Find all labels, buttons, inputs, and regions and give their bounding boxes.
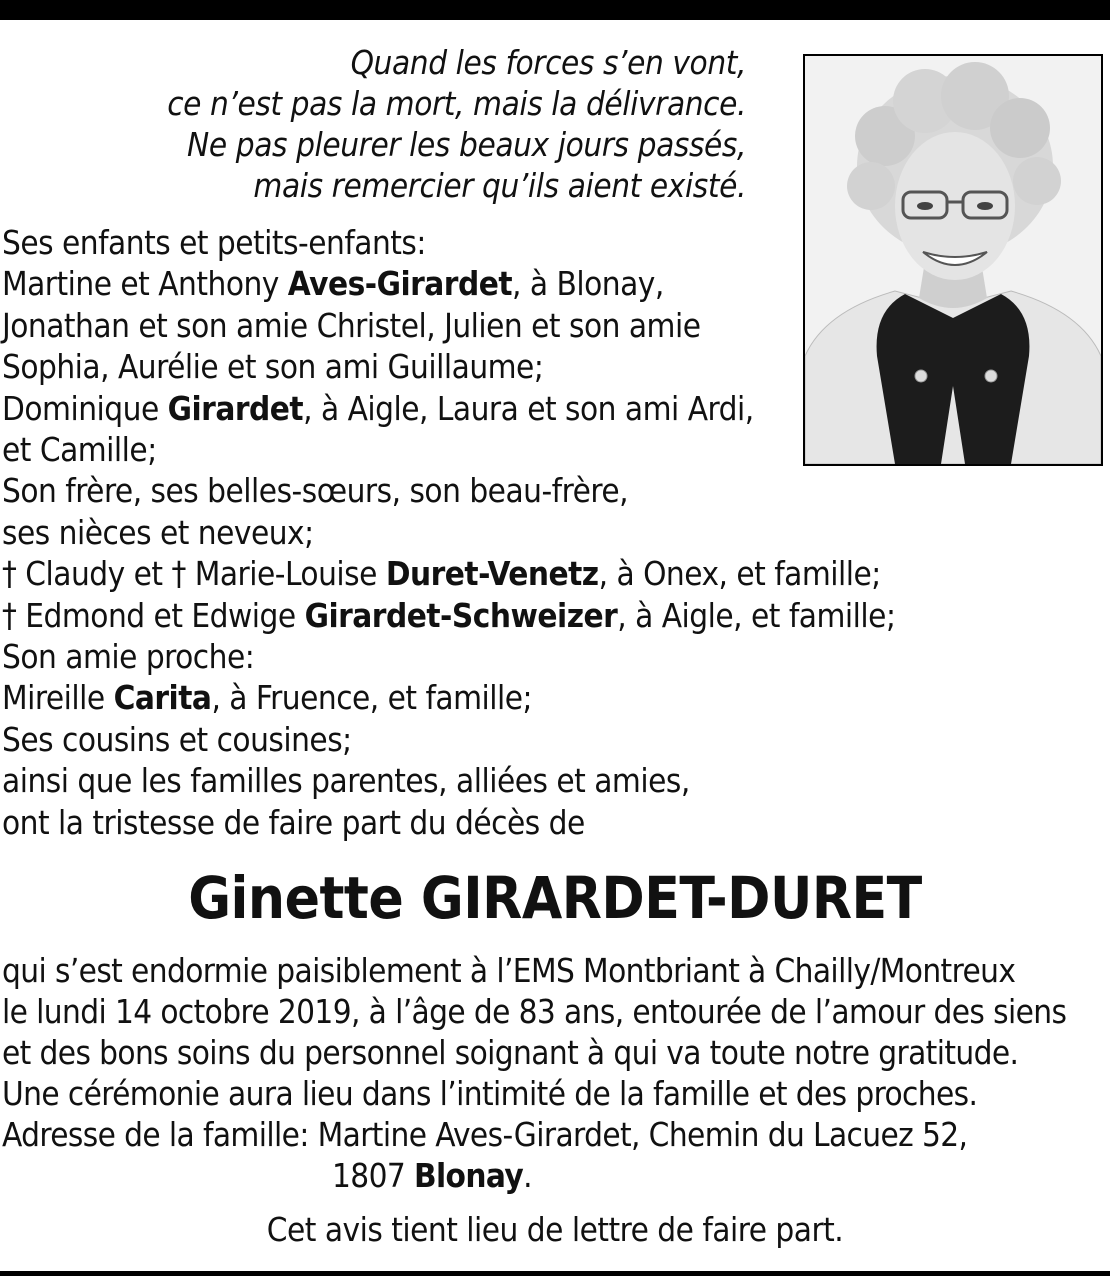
family-line: ont la tristesse de faire part du décès de	[2, 802, 585, 842]
family-line: Ses cousins et cousines;	[2, 719, 352, 759]
family-line	[2, 388, 895, 429]
poem-line: Quand les forces s’en vont,	[350, 43, 746, 82]
poem-line: mais remercier qu’ils aient existé.	[253, 166, 746, 205]
poem	[60, 42, 746, 206]
family-line: ainsi que les familles parentes, alliées et amies,	[2, 761, 690, 801]
closing-note: Cet avis tient lieu de lettre de faire part.	[266, 1210, 844, 1249]
town: Blonay	[413, 1156, 524, 1195]
details-line: le lundi 14 octobre 2019, à l’âge de 83 ans, entourée de l’amour des siens	[2, 992, 1067, 1031]
details-line: qui s’est endormie paisiblement à l’EMS Montbriant à Chailly/Montreux	[2, 951, 1016, 990]
family-line: Son amie proche:	[2, 637, 255, 677]
family-list	[2, 222, 895, 843]
family-line: Ses enfants et petits-enfants:	[2, 223, 426, 262]
family-line	[2, 677, 895, 718]
details-line: Adresse de la famille: Martine Aves-Girardet, Chemin du Lacuez 52,	[2, 1115, 968, 1154]
details-line: Une cérémonie aura lieu dans l’intimité de la famille et des proches.	[2, 1074, 978, 1113]
details-line	[2, 1155, 1066, 1196]
family-line: Son frère, ses belles-sœurs, son beau-frère,	[2, 471, 629, 511]
family-line: et Camille;	[2, 430, 157, 470]
family-line	[2, 595, 895, 636]
details	[2, 950, 1066, 1196]
text: Martine et Anthony	[2, 264, 288, 304]
text: , à Fruence, et famille;	[211, 678, 533, 718]
surname: Aves-Girardet	[287, 264, 513, 304]
family-line: Sophia, Aurélie et son ami Guillaume;	[2, 347, 544, 387]
text: , à Onex, et famille;	[598, 554, 881, 594]
family-line: ses nièces et neveux;	[2, 512, 314, 552]
poem-line: Ne pas pleurer les beaux jours passés,	[187, 125, 746, 164]
text: Dominique	[2, 388, 168, 428]
surname: Girardet	[167, 388, 304, 428]
text: , à Aigle, et famille;	[617, 595, 896, 635]
bottom-rule	[0, 1271, 1110, 1276]
surname: Carita	[113, 678, 212, 718]
text: † Claudy et † Marie-Louise	[2, 554, 386, 594]
deceased-name: Ginette GIRARDET-DURET	[188, 864, 922, 932]
text: 1807	[332, 1156, 414, 1195]
text: , à Aigle, Laura et son ami Ardi,	[303, 388, 754, 428]
text: Mireille	[2, 678, 114, 718]
text: , à Blonay,	[512, 264, 664, 304]
text: .	[523, 1156, 532, 1195]
surname: Girardet-Schweizer	[304, 595, 618, 635]
family-line	[2, 263, 895, 304]
text: † Edmond et Edwige	[2, 595, 305, 635]
details-line: et des bons soins du personnel soignant à qui va toute notre gratitude.	[2, 1033, 1019, 1072]
family-line: Jonathan et son amie Christel, Julien et son amie	[2, 305, 701, 345]
poem-line: ce n’est pas la mort, mais la délivrance.	[167, 84, 746, 123]
family-line	[2, 553, 895, 594]
top-rule	[0, 0, 1110, 20]
surname: Duret-Venetz	[385, 554, 599, 594]
